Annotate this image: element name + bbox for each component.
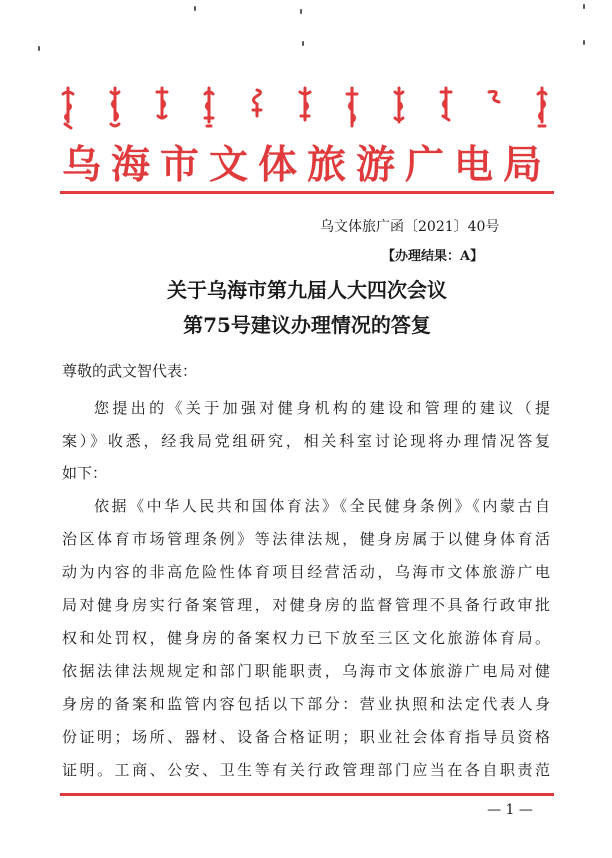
body-line: 动为内容的非高危险性体育项目经营活动，乌海市文体旅游广电 [62, 563, 550, 581]
scan-speck [38, 46, 40, 51]
body-line: 权和处罚权，健身房的备案权力已下放至三区文化旅游体育局。 [62, 629, 550, 647]
agency-name: 乌海市文体旅游广电局 [62, 142, 553, 188]
body-line: 局对健身房实行备案管理，对健身房的监督管理不具备行政审批 [62, 596, 550, 614]
body-line: 您提出的《关于加强对健身机构的建设和管理的建议（提 [94, 399, 550, 417]
mongolian-word-7 [344, 86, 360, 130]
scan-speck [300, 9, 302, 14]
scan-speck [583, 40, 585, 45]
mongolian-word-5 [248, 86, 266, 130]
body-line: 如下： [62, 464, 108, 482]
page-number: — 1 — [487, 802, 533, 818]
mongolian-word-6 [297, 86, 313, 130]
salutation: 尊敬的武文智代表： [62, 362, 198, 380]
handling-result-label: 【办理结果：A】 [382, 249, 484, 264]
mongolian-letterhead-script [60, 86, 550, 134]
body-line: 案）》收悉，经我局党组研究，相关科室讨论现将办理情况答复 [62, 432, 550, 450]
body-line: 治区体育市场管理条例》等法律法规，健身房属于以健身体育活 [62, 530, 550, 548]
body-line: 证明。工商、公安、卫生等有关行政管理部门应当在各自职责范 [62, 761, 550, 779]
mongolian-word-4 [201, 86, 217, 130]
scan-speck [194, 6, 196, 11]
document-title-line-2: 第75号建议办理情况的答复 [183, 313, 431, 337]
footer-red-rule [60, 793, 554, 796]
mongolian-word-11 [534, 86, 550, 130]
mongolian-word-3 [154, 86, 170, 130]
mongolian-word-9 [438, 86, 454, 130]
letterhead-red-rule [60, 191, 554, 194]
mongolian-word-8 [391, 86, 407, 130]
document-title-line-1: 关于乌海市第九届人大四次会议 [167, 278, 447, 302]
document-number: 乌文体旅广函〔2021〕40号 [320, 219, 500, 235]
scan-speck [302, 41, 304, 46]
mongolian-word-1 [60, 86, 76, 130]
body-line: 依据《中华人民共和国体育法》《全民健身条例》《内蒙古自 [94, 497, 550, 515]
body-line: 份证明；场所、器材、设备合格证明；职业社会体育指导员资格 [62, 728, 550, 746]
body-line: 依据法律法规规定和部门职能职责，乌海市文体旅游广电局对健 [62, 662, 550, 680]
body-line: 身房的备案和监管内容包括以下部分：营业执照和法定代表人身 [62, 695, 550, 713]
mongolian-word-2 [107, 86, 123, 130]
scan-speck [583, 4, 585, 9]
mongolian-word-10 [485, 86, 503, 130]
